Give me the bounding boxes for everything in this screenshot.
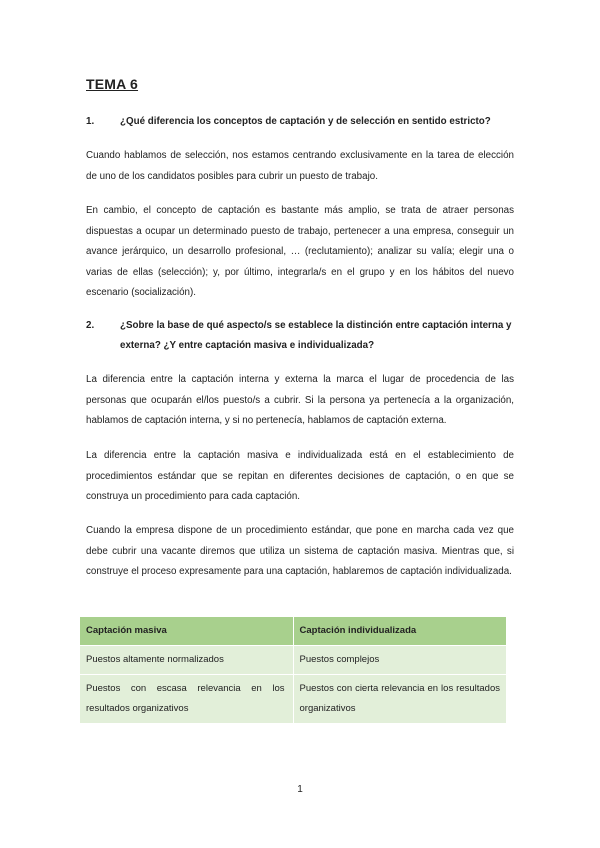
- table-cell: Puestos con cierta relevancia en los resultados organizativos: [293, 675, 506, 724]
- paragraph: En cambio, el concepto de captación es bastante más amplio, se trata de atraer personas dispuestas a ocupar un determinado puesto de trabajo, pertenecer a una empresa, conseguir un avance jerárquico, un desarrollo profesional, … (reclutamiento); analizar su valía; elegir una o varias de ellas (selección); y, por último, integrarla/s en el grupo y en los hábitos del nuevo escenario (socialización).: [86, 205, 514, 298]
- question-text: ¿Qué diferencia los conceptos de captación y de selección en sentido estricto?: [120, 116, 491, 127]
- paragraph: La diferencia entre la captación interna y externa la marca el lugar de procedencia de las personas que ocuparán el/los puesto/s a cubrir. Si la persona ya pertenecía a la organización, hablamos de captación interna, y si no pertenecía, hablamos de captación externa.: [86, 374, 514, 426]
- page-number: 1: [297, 784, 303, 795]
- table-cell: Puestos con escasa relevancia en los resultados organizativos: [80, 675, 293, 724]
- table-header-cell: Captación masiva: [80, 617, 293, 646]
- table-row: [80, 675, 506, 724]
- question-number: 1.: [86, 116, 95, 127]
- question-number: 2.: [86, 320, 95, 331]
- question-1: [86, 112, 516, 132]
- document-title: TEMA 6: [86, 76, 139, 92]
- table-cell: Puestos complejos: [293, 646, 506, 675]
- table-header-row: [80, 617, 506, 646]
- paragraph: La diferencia entre la captación masiva e individualizada está en el establecimiento de procedimientos estándar que se repitan en diferentes decisiones de captación, o en que se construya un procedimiento para cada captación.: [86, 450, 514, 502]
- paragraph: Cuando hablamos de selección, nos estamos centrando exclusivamente en la tarea de elección de uno de los candidatos posibles para cubrir un puesto de trabajo.: [86, 150, 514, 182]
- question-2: [86, 316, 516, 356]
- table-row: [80, 646, 506, 675]
- table-header-cell: Captación individualizada: [293, 617, 506, 646]
- question-text: ¿Sobre la base de qué aspecto/s se establece la distinción entre captación interna y externa? ¿Y entre captación masiva e individualizada?: [120, 320, 512, 351]
- table-cell: Puestos altamente normalizados: [80, 646, 293, 675]
- paragraph: Cuando la empresa dispone de un procedimiento estándar, que pone en marcha cada vez que debe cubrir una vacante diremos que utiliza un sistema de captación masiva. Mientras que, si construye el proceso expresamente para una captación, hablaremos de captación individualizada.: [86, 525, 514, 577]
- comparison-table: [80, 617, 506, 723]
